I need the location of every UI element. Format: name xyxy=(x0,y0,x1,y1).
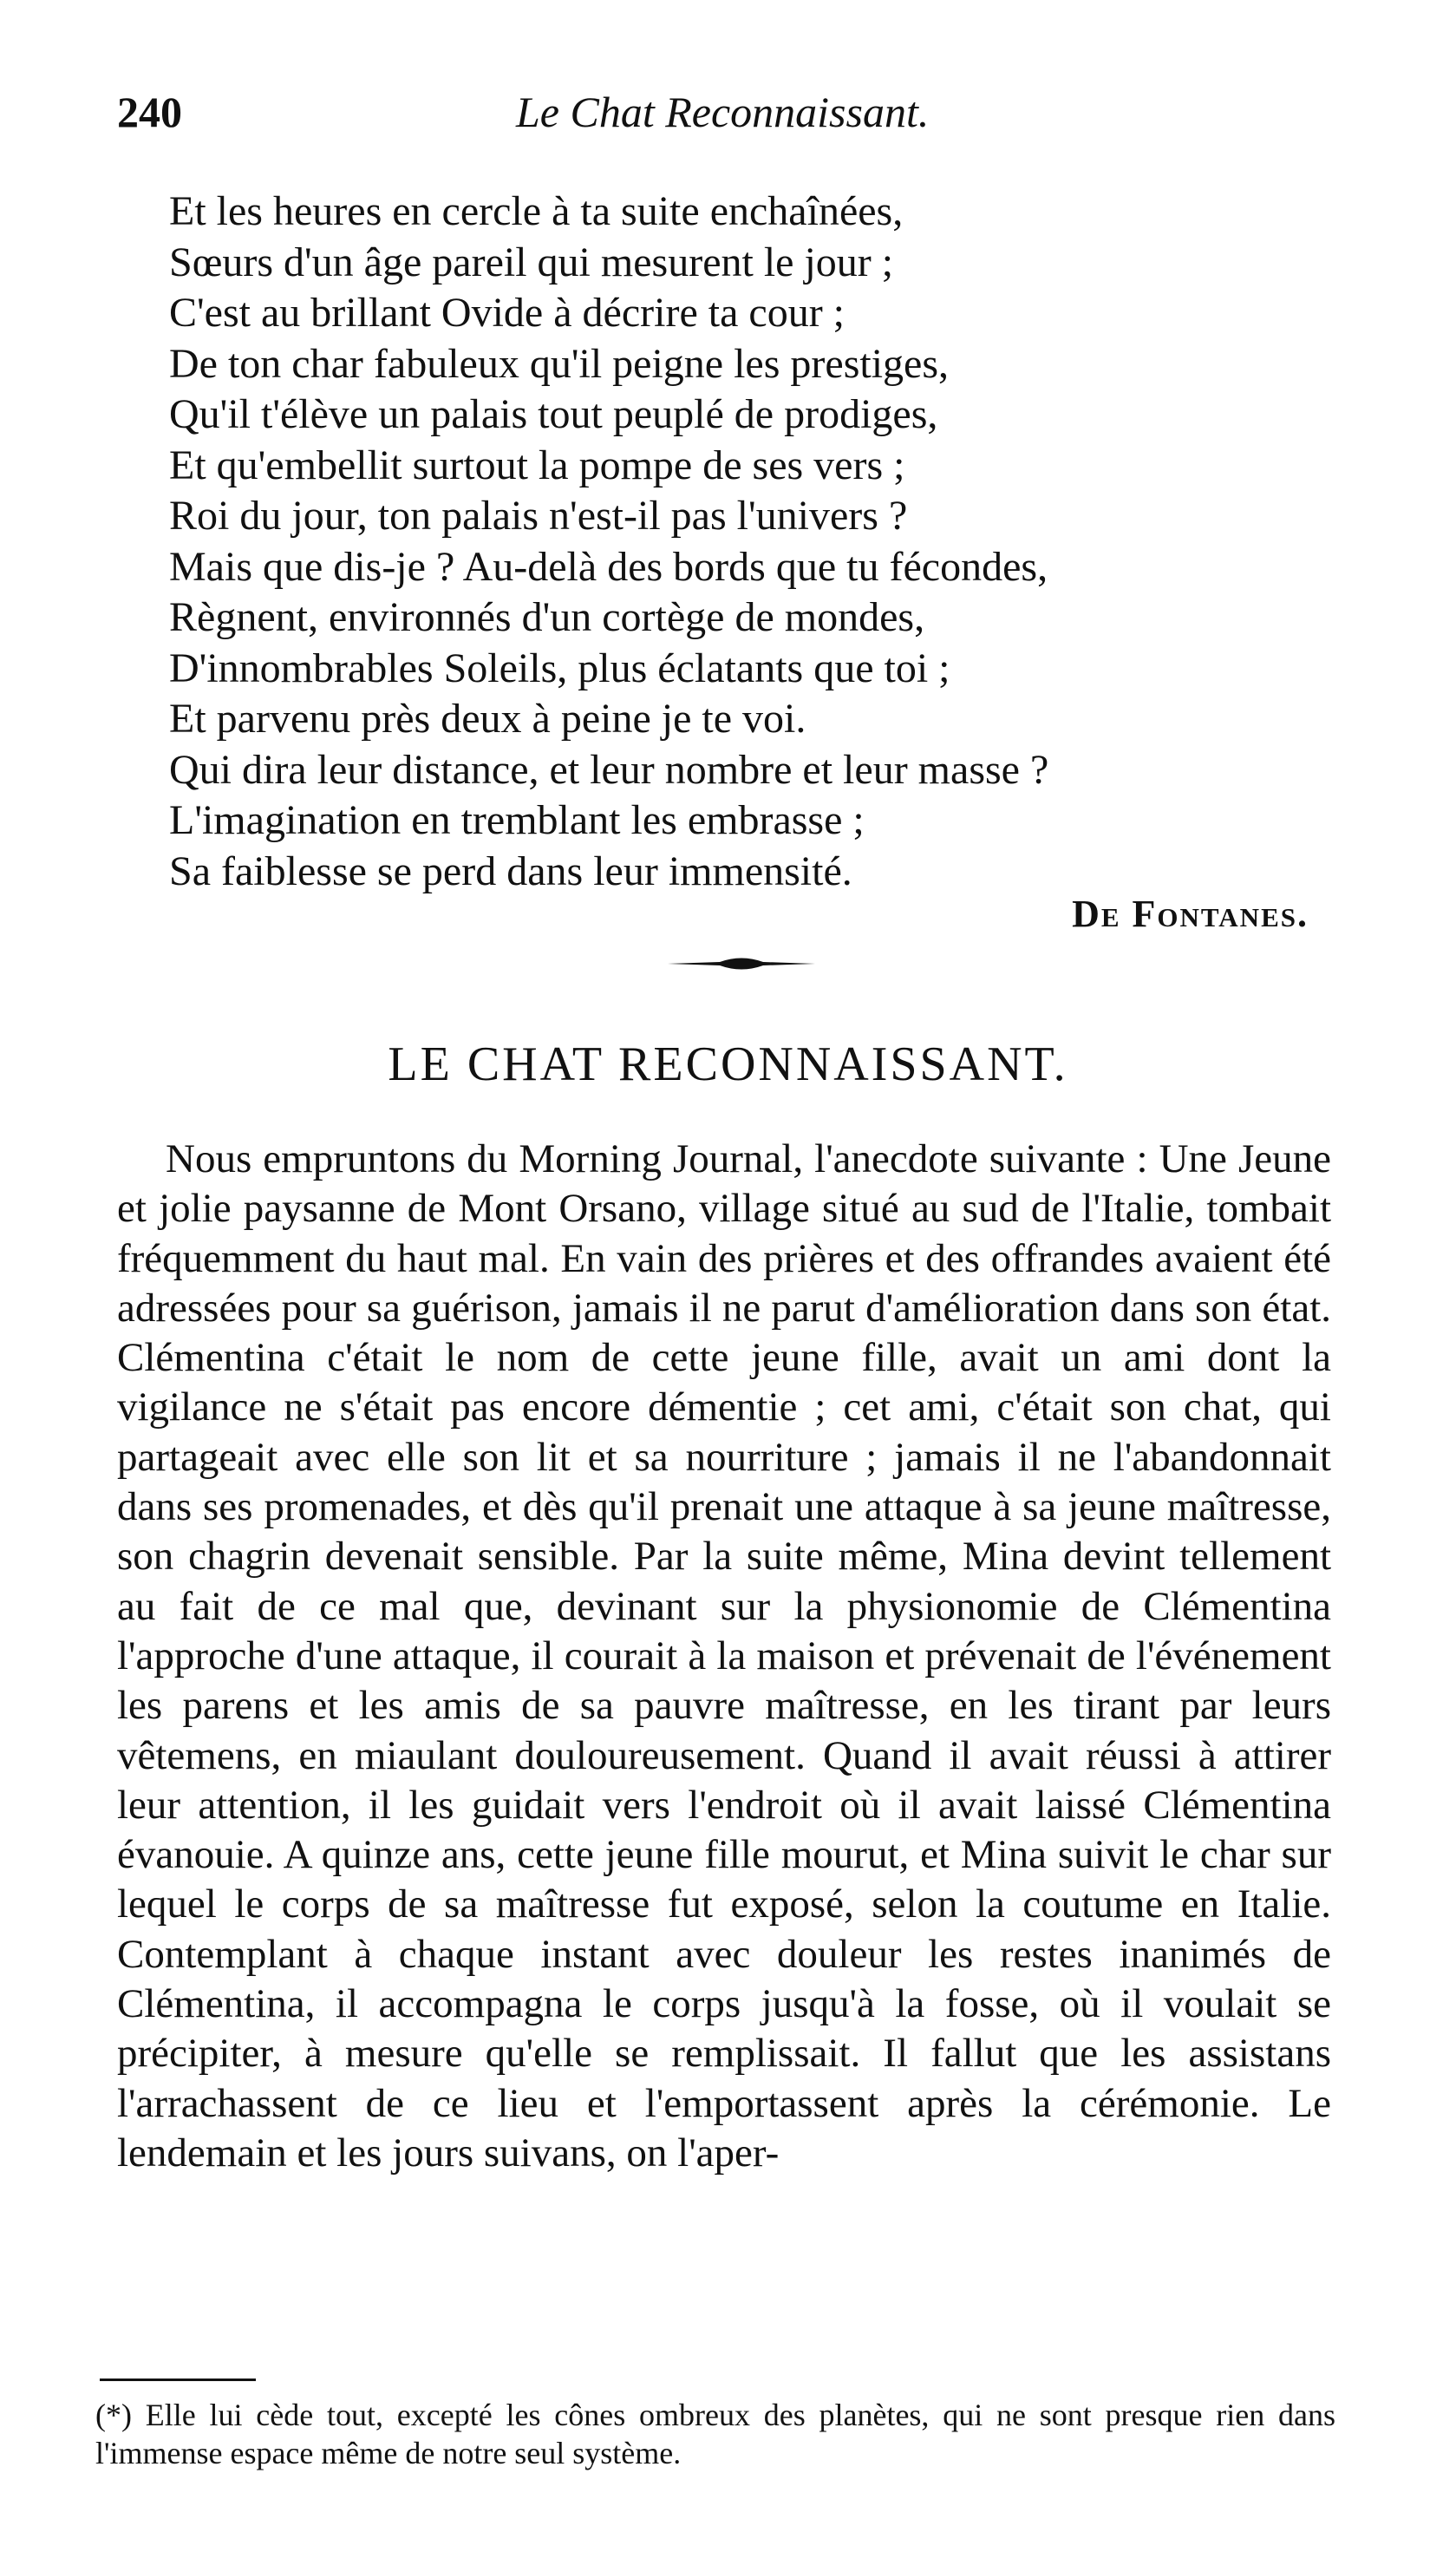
page-number: 240 xyxy=(117,88,182,136)
poem-line: C'est au brillant Ovide à décrire ta cour ; xyxy=(169,290,846,336)
poem-line: Sœurs d'un âge pareil qui mesurent le jour ; xyxy=(169,239,894,285)
poem-line: Roi du jour, ton palais n'est-il pas l'univers ? xyxy=(169,493,908,539)
poem-line: Et les heures en cercle à ta suite enchaînées, xyxy=(169,188,904,234)
article-text: Nous empruntons du Morning Journal, l'anecdote suivante : Une Jeune et jolie paysanne de Mont Orsano, village situé au sud de l'Italie, tombait fréquemment du haut mal. En vain des prières et des offrandes avaient été adressées pour sa guérison, jamais il ne parut d'amélioration dans son état. Clémentina c'était le nom de cette jeune fille, avait un ami dont la vigilance ne s'était pas encore démentie ; cet ami, c'était son chat, qui partageait avec elle son lit et sa nourriture ; jamais il ne l'abandonnait dans ses promenades, et dès qu'il prenait une attaque à sa jeune maîtresse, son chagrin devenait sensible. Par la suite même, Mina devint tellement au fait de ce mal que, devinant sur la physionomie de Clémentina l'approche d'une attaque, il courait à la maison et prévenait de l'événement les parens et les amis de sa pauvre maîtresse, en les tirant par leurs vêtemens, en miaulant douloureusement. Quand il avait réussi à attirer leur attention, il les guidait vers l'endroit où il avait laissé Clémentina évanouie. A quinze ans, cette jeune fille mourut, et Mina suivit le char sur lequel le corps de sa maîtresse fut exposé, selon la coutume en Italie. Contemplant à chaque instant avec douleur les restes inanimés de Clémentina, il accompagna le corps jusqu'à la fosse, où il voulait se précipiter, à mesure qu'elle se remplissait. Il fallut que les assistans l'arrachassent de ce lieu et l'emportassent après la cérémonie. Le lendemain et les jours suivans, on l'aper- xyxy=(117,1136,1331,2176)
poem-line: Sa faiblesse se perd dans leur immensité. xyxy=(169,847,852,894)
poem xyxy=(169,186,1296,897)
footnote-rule xyxy=(100,2379,256,2381)
poem-line: D'innombrables Soleils, plus éclatants que toi ; xyxy=(169,645,950,691)
poem-line: Qu'il t'élève un palais tout peuplé de prodiges, xyxy=(169,391,938,437)
poem-line: Et parvenu près deux à peine je te voi. xyxy=(169,696,806,742)
poem-line: Règnent, environnés d'un cortège de mondes, xyxy=(169,594,925,640)
poem-line: L'imagination en tremblant les embrasse ; xyxy=(169,797,865,843)
article-title: LE CHAT RECONNAISSANT. xyxy=(388,1037,1068,1091)
running-head xyxy=(117,87,1348,147)
article-body xyxy=(117,1135,1331,2178)
running-title: Le Chat Reconnaissant. xyxy=(516,88,930,136)
poem-line: De ton char fabuleux qu'il peigne les prestiges, xyxy=(169,340,950,387)
ornament-divider xyxy=(668,952,815,975)
footnote: (*) Elle lui cède tout, excepté les cônes ombreux des planètes, qui ne sont presque rien dans l'immense espace même de notre seul système. xyxy=(95,2398,1335,2470)
poem-line: Mais que dis-je ? Au-delà des bords que tu fécondes, xyxy=(169,543,1048,590)
poem-line: Qui dira leur distance, et leur nombre et leur masse ? xyxy=(169,746,1049,793)
poem-author: De Fontanes. xyxy=(1072,893,1309,935)
poem-line: Et qu'embellit surtout la pompe de ses vers ; xyxy=(169,442,905,488)
